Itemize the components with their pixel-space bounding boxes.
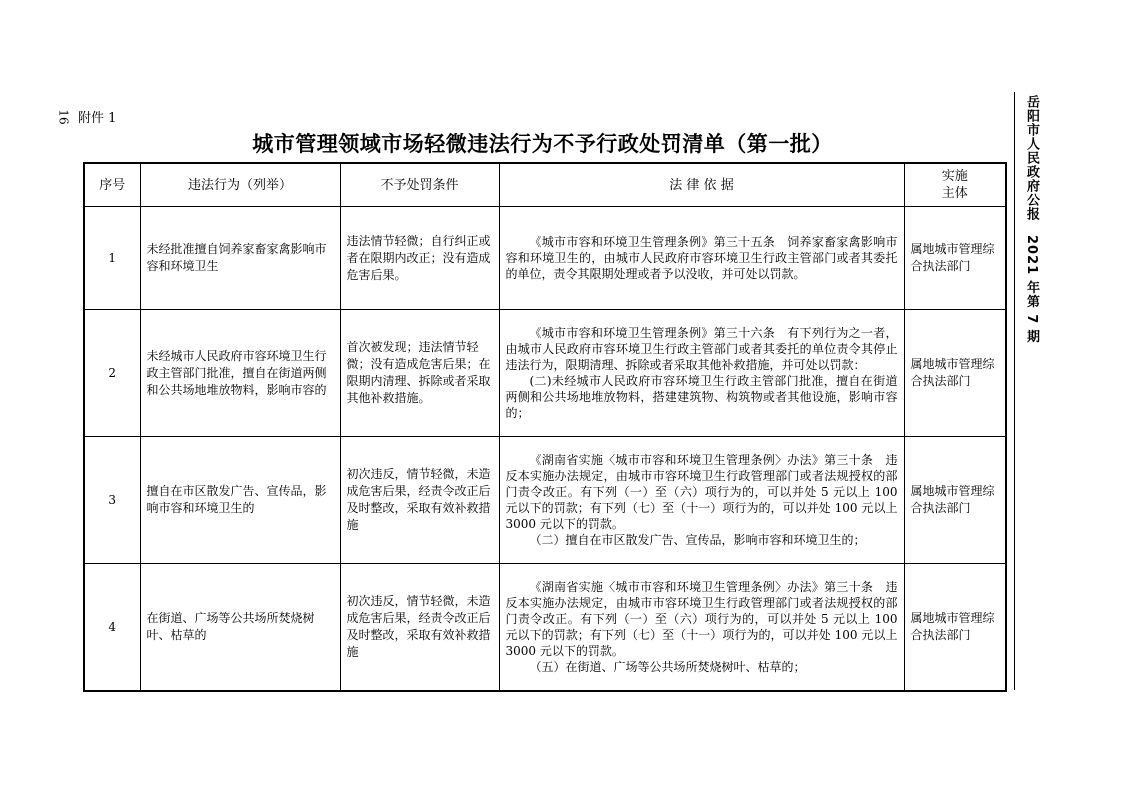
row-behavior: 未经城市人民政府市容环境卫生行政主管部门批准，擅自在街道两侧和公共场地堆放物料，影响市容的 [140,310,340,437]
table-row [84,207,1006,310]
header-behavior: 违法行为（列举） [140,163,340,207]
law-paragraph: 《湖南省实施〈城市市容和环境卫生管理条例〉办法》第三十条 违反本实施办法规定，由城市市容环境卫生行政管理部门或者法规授权的部门责令改正。有下列（一）至（六）项行为的，可以并处 5 元以上 100 元以下的罚款；有下列（七）至（十一）项行为的，可以并处 100 元以上 3000 元以下的罚款。 [505,453,898,531]
table-header-row [84,163,1006,207]
row-law [499,437,904,564]
table-row [84,564,1006,692]
row-behavior: 未经批准擅自饲养家畜家禽影响市容和环境卫生 [140,207,340,310]
law-paragraph: 《湖南省实施〈城市市容和环境卫生管理条例〉办法》第三十条 违反本实施办法规定，由城市市容环境卫生行政管理部门或者法规授权的部门责令改正。有下列（一）至（六）项行为的，可以并处 5 元以上 100 元以下的罚款；有下列（七）至（十一）项行为的，可以并处 100 元以上 3000 元以下的罚款。 [505,580,898,658]
row-subject: 属地城市管理综合执法部门 [904,207,1006,310]
side-divider [1014,92,1015,690]
row-condition: 违法情节轻微；自行纠正或者在限期内改正；没有造成危害后果。 [340,207,499,310]
law-paragraph: （二）擅自在市区散发广告、宣传品，影响市容和环境卫生的； [529,533,866,547]
row-condition: 初次违反，情节轻微，未造成危害后果，经责令改正后及时整改，采取有效补救措施 [340,437,499,564]
header-subject [904,163,1006,207]
row-index: 4 [84,564,140,692]
row-condition: 首次被发现；违法情节轻微；没有造成危害后果；在限期内清理、拆除或者采取其他补救措施。 [340,310,499,437]
header-index: 序号 [84,163,140,207]
row-subject: 属地城市管理综合执法部门 [904,564,1006,692]
row-index: 3 [84,437,140,564]
law-paragraph: 《城市市容和环境卫生管理条例》第三十六条 有下列行为之一者，由城市人民政府市容环境卫生行政主管部门或者其委托的单位责令其停止违法行为，限期清理、拆除或者采取其他补救措施，并可处以罚款： [505,326,898,372]
row-subject: 属地城市管理综合执法部门 [904,437,1006,564]
law-paragraph: (二)未经城市人民政府市容环境卫生行政主管部门批准，擅自在街道两侧和公共场地堆放物料，搭建建筑物、构筑物或者其他设施，影响市容的； [505,374,898,420]
header-subject-line1: 实施 [941,169,968,184]
page-number: 16 [56,109,71,125]
table-row [84,310,1006,437]
row-behavior: 擅自在市区散发广告、宣传品，影响市容和环境卫生的 [140,437,340,564]
header-subject-line2: 主体 [941,186,968,201]
row-condition: 初次违反，情节轻微，未造成危害后果，经责令改正后及时整改，采取有效补救措施 [340,564,499,692]
header-law: 法 律 依 据 [499,163,904,207]
row-index: 2 [84,310,140,437]
attachment-label: 附件 1 [78,111,117,126]
law-paragraph: （五）在街道、广场等公共场所焚烧树叶、枯草的； [529,660,806,674]
row-law [499,207,904,310]
row-behavior: 在街道、广场等公共场所焚烧树叶、枯草的 [140,564,340,692]
penalty-list-table [83,162,1007,692]
law-paragraph: 《城市市容和环境卫生管理条例》第三十五条 饲养家畜家禽影响市容和环境卫生的，由城市人民政府市容环境卫生行政主管部门或者其委托的单位，责令其限期处理或者予以没收，并可处以罚款。 [505,235,898,281]
header-condition: 不予处罚条件 [340,163,499,207]
row-law [499,310,904,437]
row-subject: 属地城市管理综合执法部门 [904,310,1006,437]
document-title: 城市管理领域市场轻微违法行为不予行政处罚清单（第一批） [252,131,833,156]
side-header: 岳阳市人民政府公报 2021 年第 7 期 [1024,95,1039,344]
table-row [84,437,1006,564]
row-law [499,564,904,692]
row-index: 1 [84,207,140,310]
